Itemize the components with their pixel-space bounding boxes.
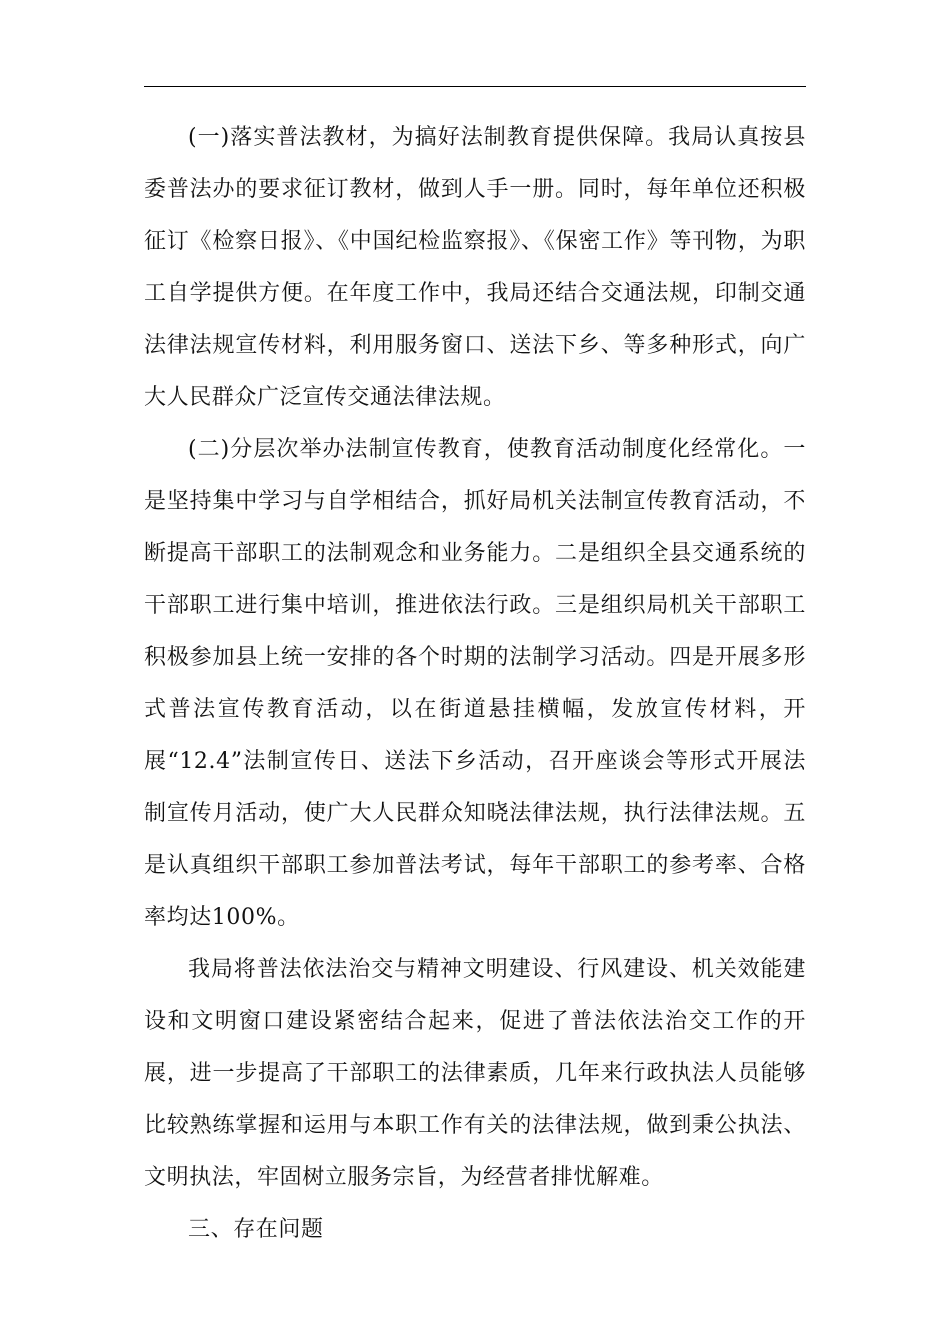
- document-body: [144, 112, 806, 1256]
- header-rule: [144, 86, 806, 87]
- section-heading: 三、存在问题: [188, 1217, 324, 1242]
- paragraph-2: (二)分层次举办法制宣传教育，使教育活动制度化经常化。一是坚持集中学习与自学相结合，抓好局机关法制宣传教育活动，不断提高干部职工的法制观念和业务能力。二是组织全县交通系统的干部职工进行集中培训，推进依法行政。三是组织局机关干部职工积极参加县上统一安排的各个时期的法制学习活动。四是开展多形式普法宣传教育活动，以在街道悬挂横幅，发放宣传材料，开展“12.4”法制宣传日、送法下乡活动，召开座谈会等形式开展法制宣传月活动，使广大人民群众知晓法律法规，执行法律法规。五是认真组织干部职工参加普法考试，每年干部职工的参考率、合格率均达100%。: [144, 437, 806, 930]
- paragraph-3: 我局将普法依法治交与精神文明建设、行风建设、机关效能建设和文明窗口建设紧密结合起来，促进了普法依法治交工作的开展，进一步提高了干部职工的法律素质，几年来行政执法人员能够比较熟练掌握和运用与本职工作有关的法律法规，做到秉公执法、文明执法，牢固树立服务宗旨，为经营者排忧解难。: [144, 957, 806, 1190]
- paragraph-1: (一)落实普法教材，为搞好法制教育提供保障。我局认真按县委普法办的要求征订教材，做到人手一册。同时，每年单位还积极征订《检察日报》、《中国纪检监察报》、《保密工作》等刊物，为职工自学提供方便。在年度工作中，我局还结合交通法规，印制交通法律法规宣传材料，利用服务窗口、送法下乡、等多种形式，向广大人民群众广泛宣传交通法律法规。: [144, 125, 806, 410]
